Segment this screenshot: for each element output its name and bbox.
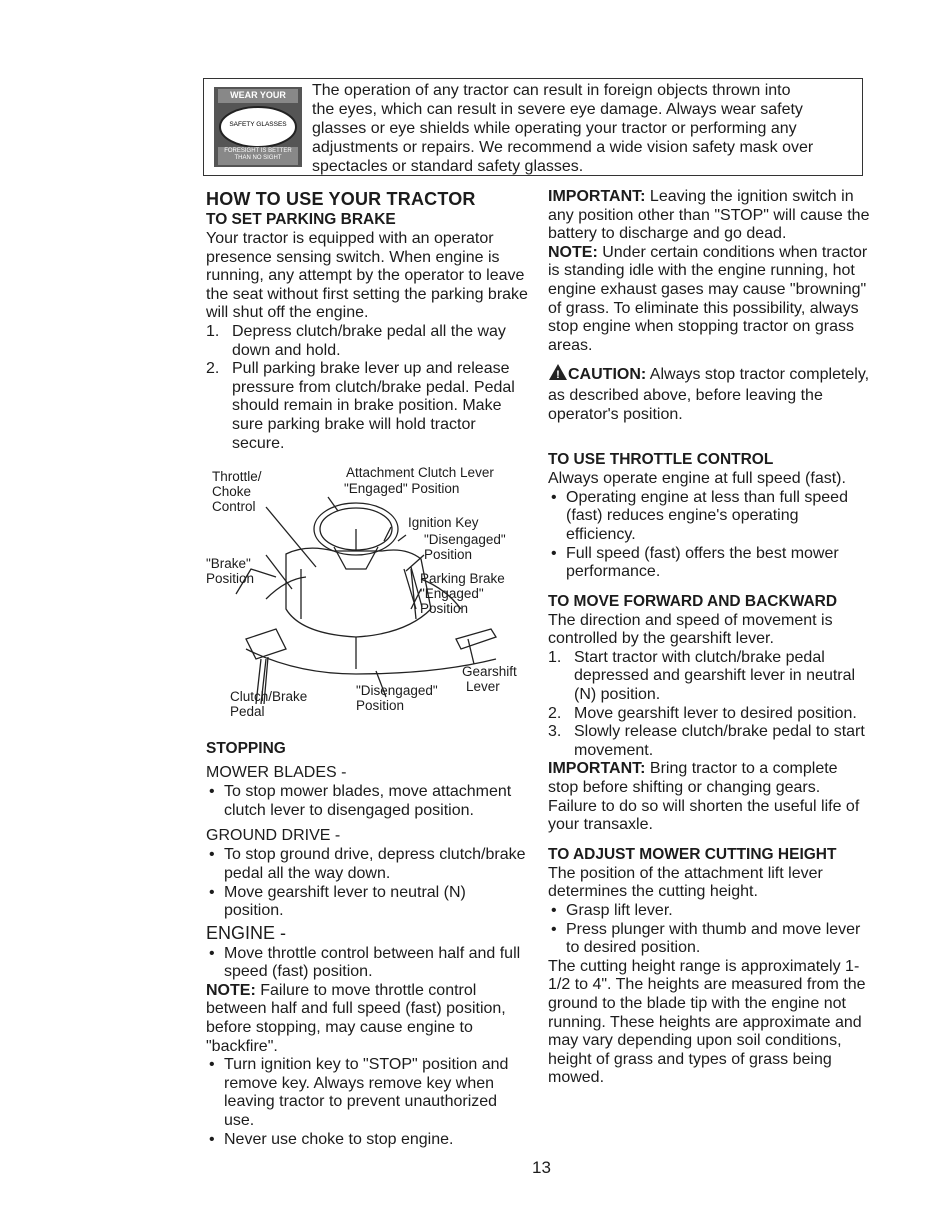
caution-paragraph: ! CAUTION: Always stop tractor completely, as described above, before leaving the operator's position. <box>548 363 870 424</box>
label-ignition-key: Ignition Key <box>408 515 479 531</box>
list-item: • Move throttle control between half and full speed (fast) position. <box>206 945 528 982</box>
warning-line: the eyes, which can result in severe eye damage. Always wear safety <box>312 101 803 118</box>
list-item: 1. Depress clutch/brake pedal all the way down and hold. <box>206 322 506 359</box>
cutting-height-outro: The cutting height range is approximately 1-1/2 to 4". The heights are measured from the ground to the blade tip with the engine not running. These heights are approximate and may vary depending upon soil conditions, height of grass and types of grass being mowed. <box>548 957 866 1087</box>
warning-line: glasses or eye shields while operating your tractor or performing any <box>312 120 797 137</box>
list-item: • To stop mower blades, move attachment clutch lever to disengaged position. <box>206 783 528 820</box>
safety-warning-box <box>203 78 863 176</box>
important-gears: IMPORTANT: Bring tractor to a complete stop before shifting or changing gears. Failure to do so will shorten the useful life of your transaxle. <box>548 760 860 834</box>
engine-list <box>206 945 528 982</box>
list-item: • Never use choke to stop engine. <box>206 1131 528 1150</box>
warning-line: adjustments or repairs. We recommend a wide vision safety mask over <box>312 139 814 156</box>
label-brake-position: Position <box>206 571 255 587</box>
note-browning: NOTE: Under certain conditions when tractor is standing idle with the engine running, hot engine exhaust gases may cause "browning" of grass. To eliminate this possibility, always stop engine when stopping tractor on grass areas. <box>548 243 868 354</box>
list-item: • To stop ground drive, depress clutch/brake pedal all the way down. <box>206 846 528 883</box>
list-item: • Grasp lift lever. <box>548 902 870 921</box>
throttle-list <box>548 489 870 582</box>
list-item: • Turn ignition key to "STOP" position and remove key. Always remove key when leaving tractor to prevent unauthorized use. <box>206 1056 528 1130</box>
cutting-height-list <box>548 902 870 958</box>
parking-intro: Your tractor is equipped with an operator presence sensing switch. When engine is running, any attempt by the operator to leave the seat without first setting the parking brake will shut off the engine. <box>206 230 528 322</box>
label-lever: Lever <box>466 679 500 695</box>
important-ignition: IMPORTANT: Leaving the ignition switch in any position other than "STOP" will cause the battery to discharge and go dead. <box>548 188 870 243</box>
list-item: 1. Start tractor with clutch/brake pedal depressed and gearshift lever in neutral (N) position. <box>548 648 856 704</box>
label-pedal: Pedal <box>230 704 265 720</box>
badge-top-text: WEAR YOUR <box>230 90 286 100</box>
engine-list-2 <box>206 1056 528 1149</box>
right-column <box>548 188 870 1088</box>
label-disengaged-2-position: Position <box>356 698 405 714</box>
tractor-controls-diagram <box>206 459 528 739</box>
label-engaged: "Engaged" Position <box>344 481 460 497</box>
list-item: • Press plunger with thumb and move lever to desired position. <box>548 921 870 958</box>
move-steps <box>548 649 870 761</box>
mower-blades-list <box>206 783 528 820</box>
ground-drive-list <box>206 846 528 920</box>
label-throttle: Throttle/ <box>212 469 262 485</box>
parking-steps <box>206 323 528 453</box>
caution-icon <box>548 363 568 387</box>
list-item: • Operating engine at less than full speed (fast) reduces engine's operating efficiency. <box>548 489 870 545</box>
move-heading: TO MOVE FORWARD AND BACKWARD <box>548 592 838 610</box>
label-attachment-clutch: Attachment Clutch Lever <box>346 465 494 481</box>
list-item: • Move gearshift lever to neutral (N) position. <box>206 884 528 921</box>
label-gearshift: Gearshift <box>462 664 517 680</box>
list-item: 2. Move gearshift lever to desired position. <box>548 704 857 722</box>
label-disengaged-position: Position <box>424 547 473 563</box>
label-control: Control <box>212 499 256 515</box>
parking-brake-heading: TO SET PARKING BRAKE <box>206 211 396 228</box>
engine-note: NOTE: Failure to move throttle control between half and full speed (fast) position, before stopping, may cause engine to "backfire". <box>206 981 506 1055</box>
cutting-height-heading: TO ADJUST MOWER CUTTING HEIGHT <box>548 845 837 863</box>
warning-line: The operation of any tractor can result in foreign objects thrown into <box>312 82 791 99</box>
label-clutch-brake: Clutch/Brake <box>230 689 308 705</box>
label-parking-brake: Parking Brake <box>420 571 505 587</box>
safety-glasses-badge <box>214 87 302 167</box>
label-disengaged-2: "Disengaged" <box>356 683 438 699</box>
warning-line: spectacles or standard safety glasses. <box>312 158 584 175</box>
throttle-intro: Always operate engine at full speed (fast). <box>548 470 846 488</box>
ground-drive-heading: GROUND DRIVE - <box>206 827 341 845</box>
move-intro: The direction and speed of movement is controlled by the gearshift lever. <box>548 611 833 648</box>
throttle-heading: TO USE THROTTLE CONTROL <box>548 451 774 469</box>
engine-heading: ENGINE - <box>206 922 287 943</box>
label-parking-engaged: "Engaged" <box>420 586 484 602</box>
mower-blades-heading: MOWER BLADES - <box>206 764 347 782</box>
badge-mid-text: SAFETY GLASSES <box>229 121 287 128</box>
label-disengaged: "Disengaged" <box>424 532 506 548</box>
stopping-heading: STOPPING <box>206 740 286 758</box>
page-number: 13 <box>532 1158 551 1177</box>
badge-bottom-text: FORESIGHT IS BETTER THAN NO SIGHT <box>224 148 292 161</box>
list-item: 2. Pull parking brake lever up and release pressure from clutch/brake pedal. Pedal should remain in brake position. Make sure parking brake will hold tractor secure. <box>206 360 515 452</box>
label-brake: "Brake" <box>206 556 251 572</box>
list-item: • Full speed (fast) offers the best mower performance. <box>548 545 870 582</box>
warning-text <box>312 81 857 176</box>
label-parking-position: Position <box>420 601 469 617</box>
cutting-height-intro: The position of the attachment lift lever determines the cutting height. <box>548 864 823 901</box>
label-choke: Choke <box>212 484 252 500</box>
svg-text:!: ! <box>556 369 560 382</box>
list-item: 3. Slowly release clutch/brake pedal to start movement. <box>548 723 865 759</box>
page-title: HOW TO USE YOUR TRACTOR <box>206 189 476 209</box>
left-column <box>206 188 528 1149</box>
